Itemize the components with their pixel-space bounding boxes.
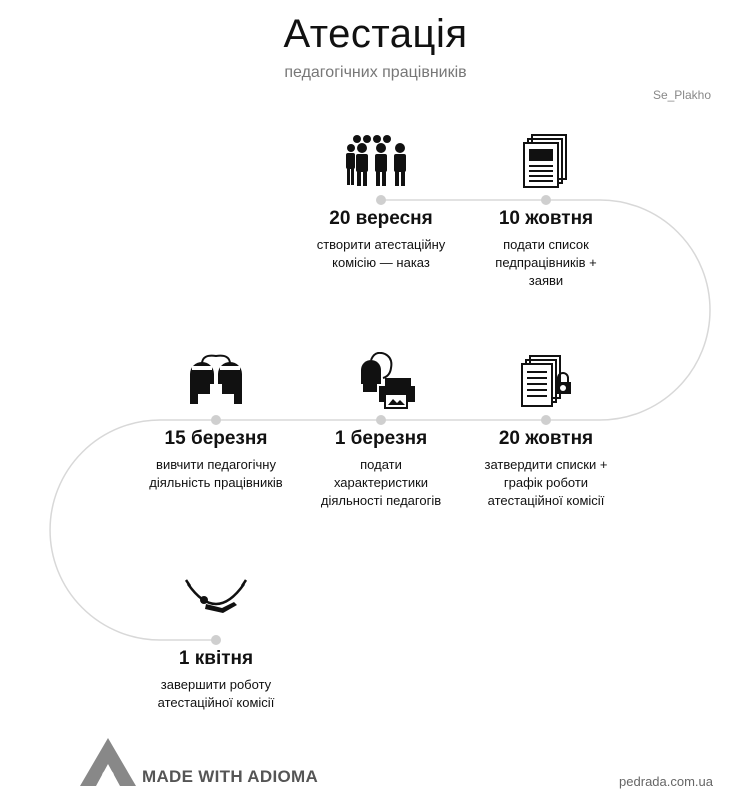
footer-brand: MADE WITH ADIOMA — [142, 767, 319, 786]
step-description: подати список педпрацівників + заяви — [495, 237, 597, 288]
step-date: 1 березня — [334, 428, 428, 449]
step-description: подати характеристики діяльності педагогів — [320, 457, 442, 508]
group-of-people-icon — [291, 132, 471, 194]
step-description: створити атестаційну комісію — наказ — [316, 237, 446, 270]
page-subtitle: педагогічних працівників — [284, 64, 467, 81]
step-description: вивчити педагогічну діяльність працівників — [149, 457, 283, 490]
documents-icon — [456, 132, 636, 194]
step-sept-20 — [291, 132, 471, 272]
person-in-hammock-icon — [126, 572, 306, 634]
step-description: затвердити списки + графік роботи атестаційної комісії — [484, 457, 608, 508]
page-title: Атестація — [283, 12, 468, 56]
step-description: завершити роботу атестаційної комісії — [157, 677, 275, 710]
adioma-logo — [80, 738, 136, 786]
document-stack-with-lock-icon — [456, 352, 636, 414]
step-date: 20 жовтня — [498, 428, 594, 449]
step-date: 1 квітня — [178, 648, 254, 669]
two-heads-connected-icon — [126, 352, 306, 414]
step-mar-01 — [291, 352, 471, 510]
step-date: 20 вересня — [329, 208, 433, 229]
step-oct-20 — [456, 352, 636, 510]
step-date: 15 березня — [164, 428, 268, 449]
step-oct-10 — [456, 132, 636, 290]
step-mar-15 — [126, 352, 306, 492]
step-apr-01 — [126, 572, 306, 712]
step-date: 10 жовтня — [498, 208, 594, 229]
author-credit: Se_Plakho — [652, 88, 711, 102]
footer-site: pedrada.com.ua — [619, 774, 713, 789]
head-and-printer-icon — [291, 352, 471, 414]
